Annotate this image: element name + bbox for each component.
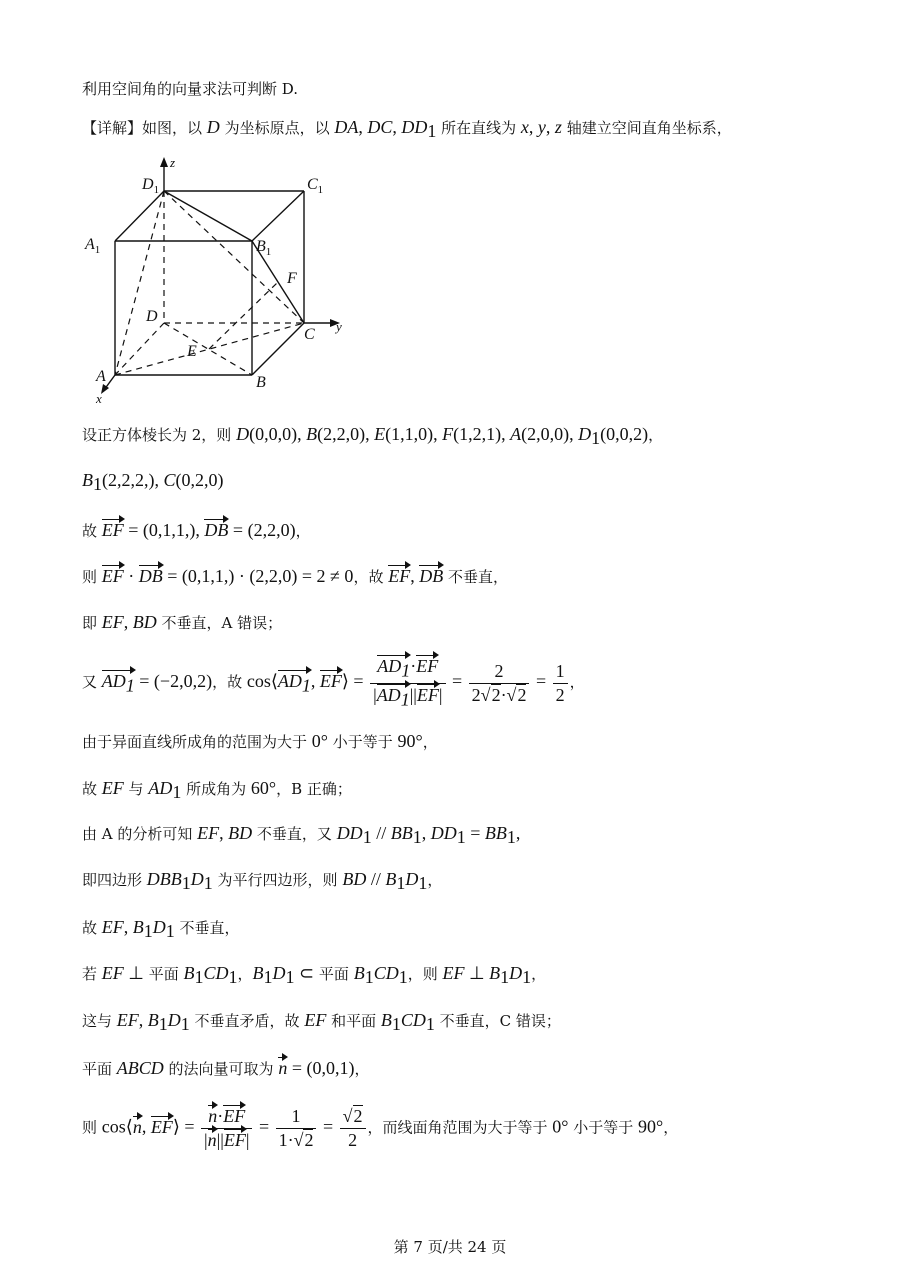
- line-15: 这与 EF, $B_1D_1$ 不垂直矛盾，故 EF 和平面 $B_1CD_1$ 不垂直，C 错误；: [82, 1010, 561, 1034]
- line-1: 利用空间角的向量求法可判断 D.: [82, 80, 299, 98]
- page-footer: 第 7 页/共 24 页: [393, 1238, 507, 1256]
- label-x: x: [96, 391, 102, 406]
- label-F: F: [287, 270, 297, 287]
- label-B: B: [256, 374, 266, 391]
- line-9: 由于异面直线所成角的范围为大于 0° 小于等于 90°，: [82, 731, 438, 751]
- line-13: 故 EF, $B_1D_1$ 不垂直，: [82, 917, 240, 941]
- label-B1: $B_1$: [256, 238, 272, 258]
- line-10: 故 EF 与 $AD_1$ 所成角为 60°，B 正确；: [82, 778, 352, 802]
- line-4: $B_1(2,2,2,)$, C(0,2,0): [82, 470, 224, 494]
- label-D: D: [146, 308, 158, 325]
- line-3: 设正方体棱长为 2，则 D(0,0,0), B(2,2,0), E(1,1,0), F(1,2,1), A(2,0,0), $D_1(0,0,2)$，: [82, 424, 664, 448]
- label-C: C: [304, 326, 315, 343]
- line-7: 即 EF, BD 不垂直，A 错误；: [82, 612, 283, 632]
- cube-figure: [82, 153, 352, 408]
- line-16: 平面 ABCD 的法向量可取为 n = (0,0,1)，: [82, 1058, 370, 1078]
- label-D1: $D_1$: [142, 176, 160, 196]
- label-z: z: [170, 155, 176, 170]
- label-E: E: [187, 343, 197, 360]
- line-17: 则 cos⟨n, EF⟩ = $\frac{n\cdot EF}{|n||EF|}$ = $\frac{1}{1\cdot√2}$ = $\frac{√2}{2}$ ，而线面角范围为大于等于 0° 小于等于 90°，: [82, 1106, 679, 1150]
- line-12: 即四边形 $DBB_1D_1$ 为平行四边形，则 BD // $B_1D_1$，: [82, 869, 443, 893]
- line-2: 【详解】如图，以 D 为坐标原点，以 DA, DC, $DD_1$ 所在直线为 x, y, z 轴建立空间直角坐标系，: [82, 117, 732, 141]
- label-A: A: [96, 368, 106, 385]
- label-y: y: [336, 319, 342, 334]
- line-8: 又 $AD_1 = (-2,0,2)$，故 $\cos⟨AD_1$, EF⟩ = $\frac{AD_1\cdot EF}{|AD_1||EF|}$ = $\frac{2}{2√2\cdot√2}$ = $\frac{1}{2}$ ，: [82, 656, 585, 710]
- label-A1: $A_1$: [85, 236, 101, 256]
- line-11: 由 A 的分析可知 EF, BD 不垂直，又 $DD_1 // BB_1$, $DD_1 = BB_1$,: [82, 823, 521, 847]
- line-5: 故 EF = (0,1,1,), DB = (2,2,0)，: [82, 520, 311, 540]
- line-6: 则 EF · DB = (0,1,1,) · (2,2,0) = 2 ≠ 0，故 EF, DB 不垂直，: [82, 566, 508, 586]
- line-14: 若 EF ⊥ 平面 $B_1CD_1$，$B_1D_1$ ⊂ 平面 $B_1CD_1$，则 EF ⊥ $B_1D_1$，: [82, 963, 547, 987]
- label-C1: $C_1$: [307, 176, 324, 196]
